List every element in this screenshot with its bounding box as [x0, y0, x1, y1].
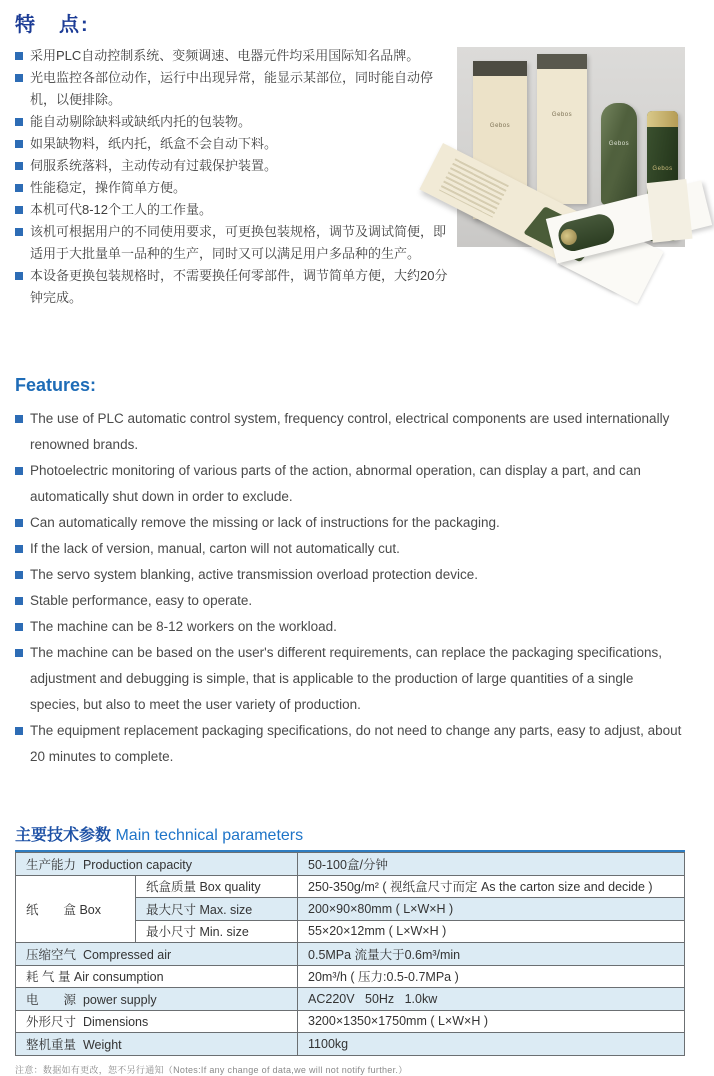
bullet-square-icon: [15, 118, 23, 126]
list-item: [15, 458, 685, 510]
param-label-cell: 生产能力 Production capacity: [16, 853, 298, 876]
feature-item-text: Stable performance, easy to operate.: [30, 593, 253, 608]
parameters-title: [15, 822, 685, 845]
list-item: [15, 265, 451, 309]
feature-item-text: 如果缺物料，纸内托，纸盒不会自动下料。: [30, 136, 278, 151]
cosmetic-tube: [601, 103, 637, 205]
bullet-square-icon: [15, 467, 23, 475]
param-label-cell: 耗 气 量 Air consumption: [16, 965, 298, 988]
feature-item-text: 该机可根据用户的不同使用要求，可更换包装规格，调节及调试简便，即适用于大批量单一品种的生产，同时又可以满足用户多品种的生产。: [30, 224, 447, 261]
bullet-square-icon: [15, 140, 23, 148]
param-value-cell: 3200×1350×1750mm ( L×W×H ): [298, 1010, 685, 1033]
list-item: [15, 199, 451, 221]
bullet-square-icon: [15, 571, 23, 579]
parameters-section: [15, 822, 685, 1076]
param-value-cell: 250-350g/m² ( 视纸盒尺寸而定 As the carton size and decide ): [298, 875, 685, 898]
feature-item-text: The machine can be 8-12 workers on the workload.: [30, 619, 337, 634]
bullet-square-icon: [15, 597, 23, 605]
list-item: [15, 588, 685, 614]
features-cn-list-wrap: [15, 45, 457, 309]
list-item: [15, 614, 685, 640]
list-item: [15, 111, 451, 133]
param-value-cell: AC220V 50Hz 1.0kw: [298, 988, 685, 1011]
footnote: 注意：数据如有更改，恕不另行通知（Notes:If any change of data,we will not notify further.）: [15, 1064, 408, 1075]
brand-label: Gebos: [489, 123, 511, 129]
brand-label: Gebos: [551, 112, 573, 118]
list-item: [15, 221, 451, 265]
features-cn-body: [15, 45, 685, 309]
param-value-cell: 50-100盒/分钟: [298, 853, 685, 876]
bullet-square-icon: [15, 649, 23, 657]
feature-item-text: The servo system blanking, active transmission overload protection device.: [30, 567, 478, 582]
list-item: [15, 536, 685, 562]
feature-item-text: 本设备更换包装规格时，不需要换任何零部件，调节简单方便，大约20分钟完成。: [30, 268, 448, 305]
param-value-cell: 20m³/h ( 压力:0.5-0.7MPa ): [298, 965, 685, 988]
table-row: [16, 875, 685, 898]
bullet-square-icon: [15, 415, 23, 423]
table-row: [16, 965, 685, 988]
bullet-square-icon: [15, 228, 23, 236]
brand-label: Gebos: [652, 166, 673, 172]
bottle-gold-cap: [647, 111, 678, 127]
param-label-cell: 最小尺寸 Min. size: [136, 920, 298, 943]
param-value-cell: 200×90×80mm ( L×W×H ): [298, 898, 685, 921]
features-en-section: [15, 375, 685, 770]
feature-item-text: 光电监控各部位动作，运行中出现异常，能显示某部位，同时能自动停机，以便排除。: [30, 70, 434, 107]
param-group-cell: 纸 盒 Box: [16, 875, 136, 943]
box-flap: [646, 179, 692, 243]
feature-item-text: The machine can be based on the user's different requirements, can replace the packaging specifications, adjustment and debugging is simple, that is applicable to the production of large quantities of a single species, but also to meet the user variety of production.: [30, 645, 662, 712]
bullet-square-icon: [15, 184, 23, 192]
list-item: [15, 510, 685, 536]
features-en-list: [15, 406, 685, 770]
feature-item-text: The equipment replacement packaging specifications, do not need to change any parts, easy to adjust, about 20 minutes to complete.: [30, 723, 682, 764]
param-value-cell: 1100kg: [298, 1033, 685, 1056]
feature-item-text: 本机可代8-12个工人的工作量。: [30, 202, 213, 217]
list-item: [15, 67, 451, 111]
parameters-table: [15, 852, 685, 1056]
table-row: [16, 988, 685, 1011]
table-row: [16, 943, 685, 966]
bullet-square-icon: [15, 519, 23, 527]
parameters-title-cn: 主要技术参数: [15, 827, 112, 844]
features-cn-title: 特 点:: [15, 14, 90, 36]
list-item: [15, 133, 451, 155]
features-cn-list: [15, 45, 451, 309]
parameters-title-en: Main technical parameters: [115, 827, 304, 844]
param-label-cell: 压缩空气 Compressed air: [16, 943, 298, 966]
product-photo: [457, 47, 685, 247]
param-label-cell: 纸盒质量 Box quality: [136, 875, 298, 898]
feature-item-text: 能自动剔除缺料或缺纸内托的包装物。: [30, 114, 252, 129]
gold-tube-cap: [559, 227, 578, 246]
table-row: [16, 1010, 685, 1033]
feature-item-text: 采用PLC自动控制系统、变频调速、电器元件均采用国际知名品牌。: [30, 48, 420, 63]
feature-item-text: 伺服系统落料，主动传动有过载保护装置。: [30, 158, 278, 173]
param-label-cell: 外形尺寸 Dimensions: [16, 1010, 298, 1033]
table-row: [16, 1033, 685, 1056]
param-value-cell: 0.5MPa 流量大于0.6m³/min: [298, 943, 685, 966]
features-cn-section: [15, 8, 685, 309]
bullet-square-icon: [15, 623, 23, 631]
bullet-square-icon: [15, 74, 23, 82]
box-top-print: [473, 61, 527, 76]
bullet-square-icon: [15, 206, 23, 214]
list-item: [15, 718, 685, 770]
brand-label: Gebos: [608, 141, 630, 147]
feature-item-text: If the lack of version, manual, carton will not automatically cut.: [30, 541, 400, 556]
list-item: [15, 562, 685, 588]
param-value-cell: 55×20×12mm ( L×W×H ): [298, 920, 685, 943]
list-item: [15, 406, 685, 458]
feature-item-text: The use of PLC automatic control system, frequency control, electrical components are used internationally renowned brands.: [30, 411, 670, 452]
feature-item-text: 性能稳定，操作简单方便。: [30, 180, 187, 195]
box-top-print: [537, 54, 587, 69]
features-en-title: Features:: [15, 375, 97, 395]
list-item: [15, 45, 451, 67]
feature-item-text: Can automatically remove the missing or lack of instructions for the packaging.: [30, 515, 500, 530]
param-label-cell: 电 源 power supply: [16, 988, 298, 1011]
list-item: [15, 155, 451, 177]
feature-item-text: Photoelectric monitoring of various parts of the action, abnormal operation, can display a part, and can automatically shut down in order to exclude.: [30, 463, 641, 504]
bullet-square-icon: [15, 545, 23, 553]
bullet-square-icon: [15, 162, 23, 170]
table-row: [16, 853, 685, 876]
list-item: [15, 177, 451, 199]
bullet-square-icon: [15, 272, 23, 280]
bullet-square-icon: [15, 727, 23, 735]
packaging-box-tall: [537, 54, 587, 204]
param-label-cell: 整机重量 Weight: [16, 1033, 298, 1056]
list-item: [15, 640, 685, 718]
tube-inside-box: [556, 211, 618, 254]
param-label-cell: 最大尺寸 Max. size: [136, 898, 298, 921]
bullet-square-icon: [15, 52, 23, 60]
